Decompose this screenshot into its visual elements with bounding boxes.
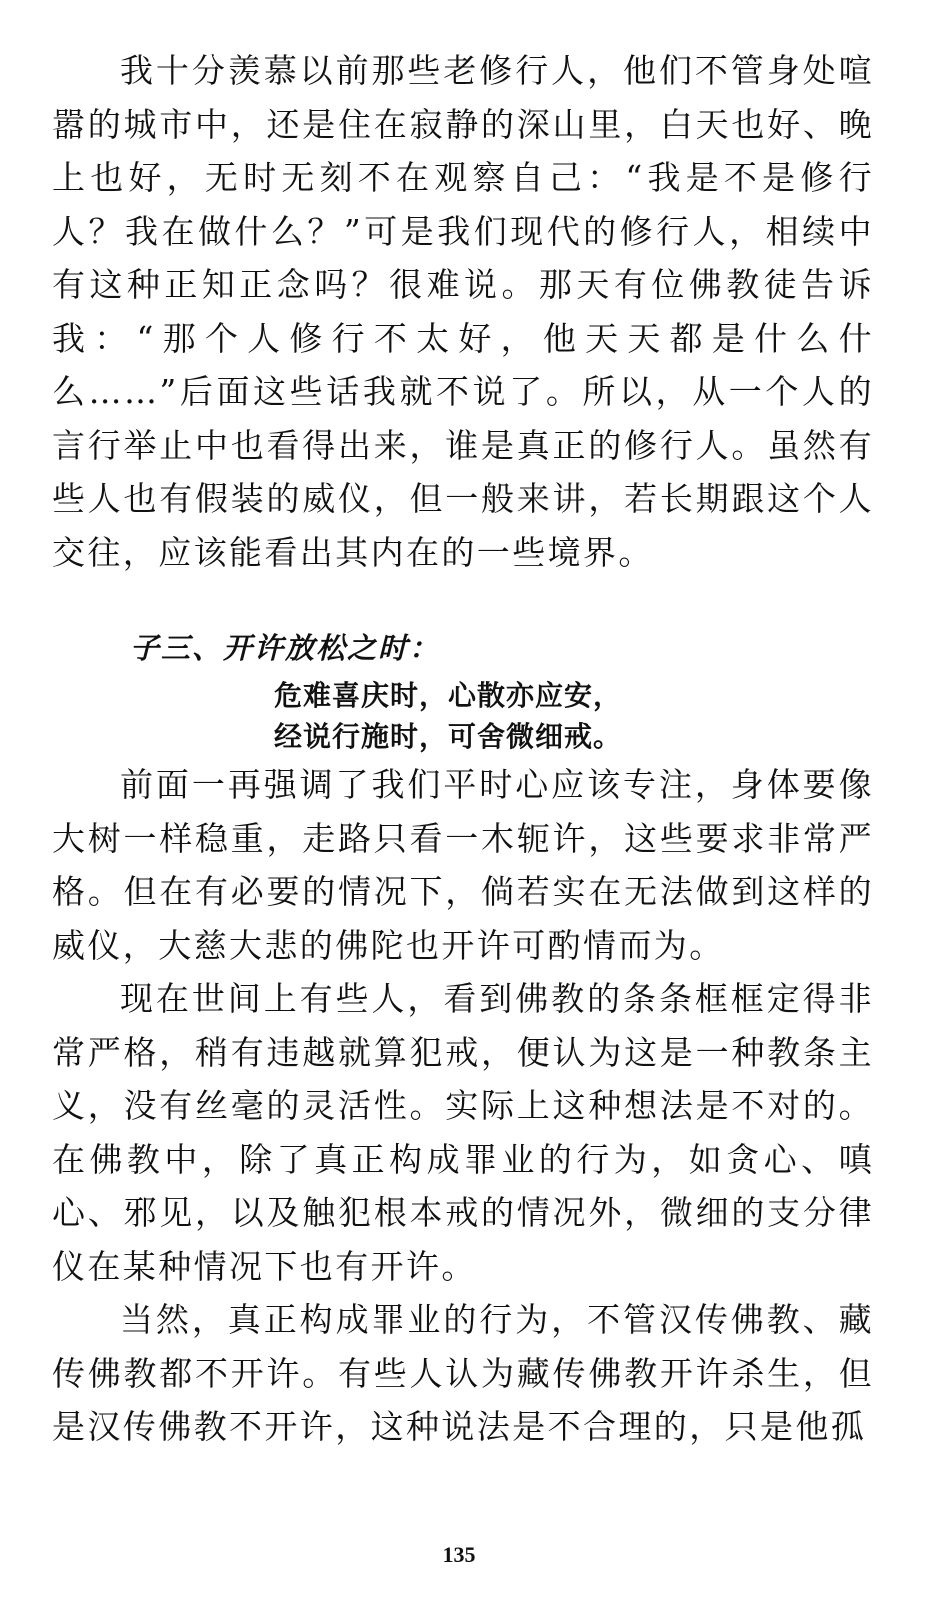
page-number: 135	[442, 1542, 476, 1567]
section-heading: 子三、开许放松之时：	[130, 631, 441, 665]
body-paragraph: 当然，真正构成罪业的行为，不管汉传佛教、藏传佛教都不开许。有些人认为藏传佛教开许杀生，但是汉传佛教不开许，这种说法是不合理的，只是他孤	[52, 1300, 874, 1446]
body-paragraph: 现在世间上有些人，看到佛教的条条框框定得非常严格，稍有违越就算犯戒，便认为这是一种教条主义，没有丝毫的灵活性。实际上这种想法是不对的。在佛教中，除了真正构成罪业的行为，如贪心、嗔心、邪见，以及触犯根本戒的情况外，微细的支分律仪在某种情况下也有开许。	[52, 979, 874, 1286]
verse-line: 经说行施时，可舍微细戒。	[274, 720, 623, 753]
verse-line: 危难喜庆时，心散亦应安，	[274, 679, 623, 712]
body-paragraph: 我十分羡慕以前那些老修行人，他们不管身处喧嚣的城市中，还是住在寂静的深山里，白天也好、晚上也好，无时无刻不在观察自己：“我是不是修行人？我在做什么？”可是我们现代的修行人，相续中有这种正知正念吗？很难说。那天有位佛教徒告诉我：“那个人修行不太好，他天天都是什么什么……”后面这些话我就不说了。所以，从一个人的言行举止中也看得出来，谁是真正的修行人。虽然有些人也有假装的威仪，但一般来讲，若长期跟这个人交往，应该能看出其内在的一些境界。	[52, 51, 874, 572]
body-paragraph: 前面一再强调了我们平时心应该专注，身体要像大树一样稳重，走路只看一木轭许，这些要求非常严格。但在有必要的情况下，倘若实在无法做到这样的威仪，大慈大悲的佛陀也开许可酌情而为。	[52, 765, 874, 965]
